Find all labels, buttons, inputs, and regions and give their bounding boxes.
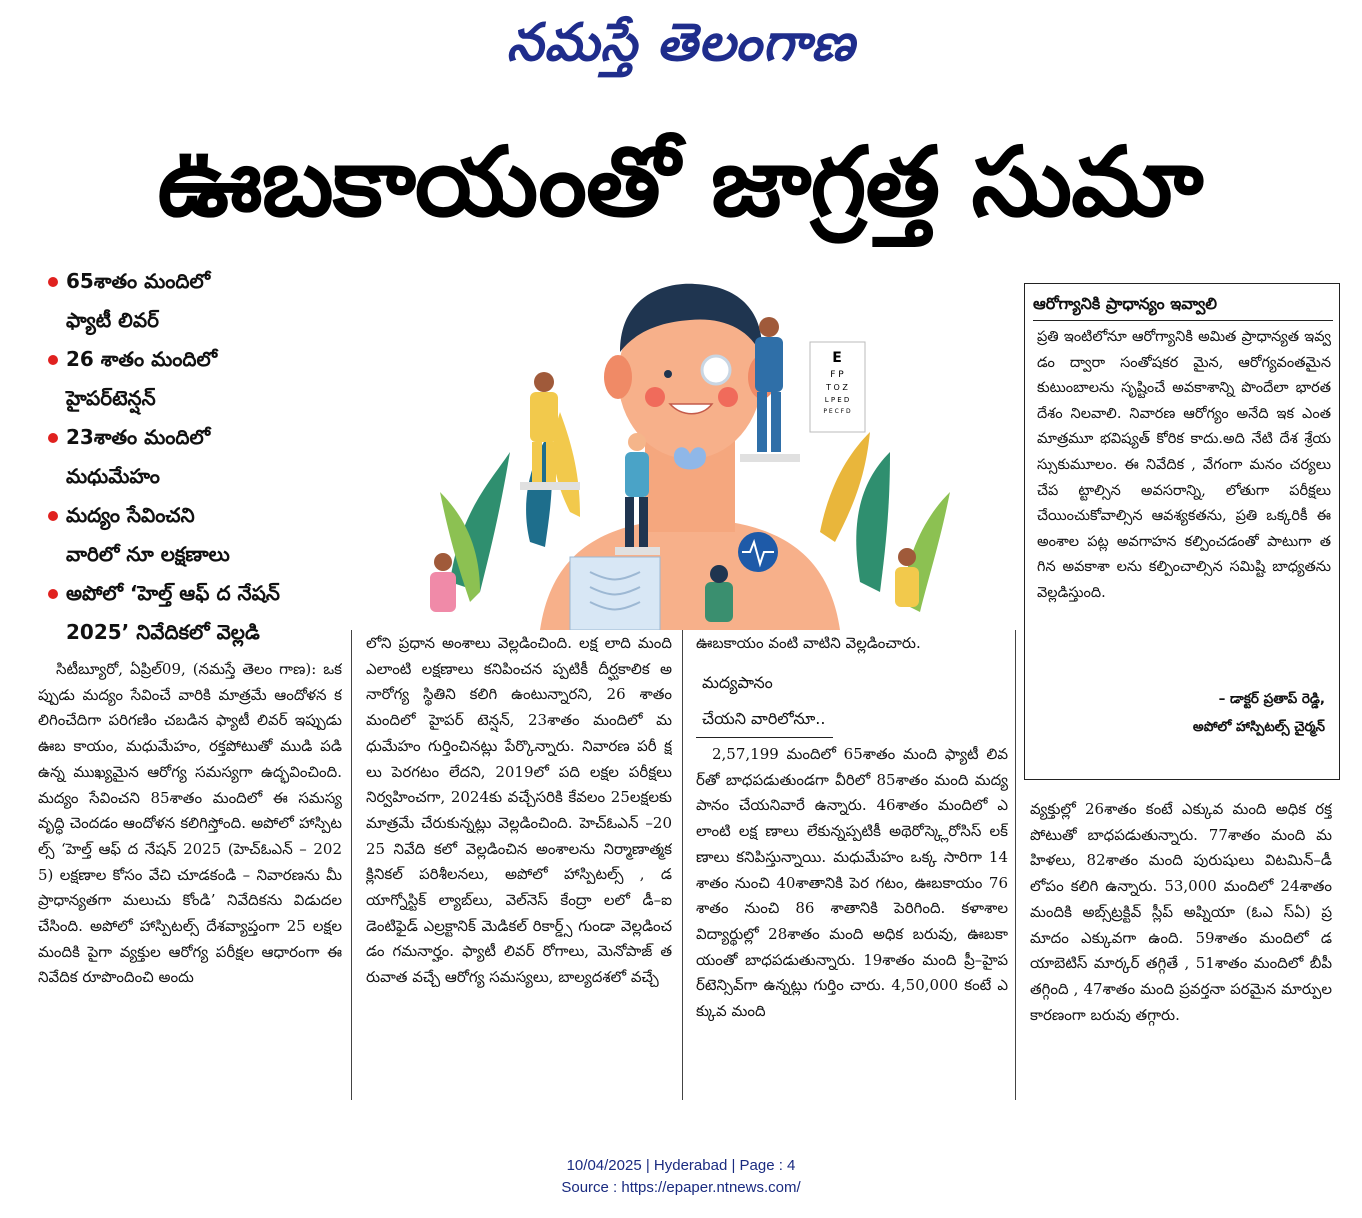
column-3-body: 2,57,199 మందిలో 65శాతం మంది ఫ్యాటీ లివర్‌తో బాధపడుతుండగా వీరిలో 85శాతం మంది మద్యపానం చేయనివారే ఉన్నారు. 46శాతం మందిలో ఎలాంటి లక్ష ణాలు లేకున్నప్పటికీ అథెరోస్క్లెరోసిస్‌ లక్ ణాలు కనిపిస్తున్నాయి. మధుమేహం ఒక్క సారిగా 14శాతం నుంచి 40శాతానికి పెర గటం, ఊబకాయం 76శాతం నుంచి 86 శాతానికి పెరిగింది. కళాశాల విద్యార్థుల్లో 28శాతం మంది అధిక బరువు, ఊబకా యంతో బాధపడుతున్నారు. 19శాతం మంది ప్రీ–హైపర్‌టెన్సివ్‌గా ఉన్నట్లు గుర్తిం చారు. 4,50,000 కంటే ఎక్కువ మంది [696, 745, 1008, 1021]
quote-box-body: ప్రతి ఇంటిలోనూ ఆరోగ్యానికి అమిత ప్రాధాన్యత ఇవ్వడం ద్వారా సంతోషకర మైన, ఆరోగ్యవంతమైన కుటుంబాలను సృష్టించే అవకాశాన్ని పొందేలా భారత దేశం నిలవాలి. నివారణ ఆరోగ్యం అనేది ఇక ఎంతమాత్రమూ భవిష్యత్‌ కోరిక కాదు.అది నేటి దేశ శ్రేయస్సుకుమూలం. ఈ నివేదిక , వేగంగా మనం చర్యలు చేప ట్టాల్సిన అవసరాన్ని, లోతుగా పరీక్షలు చేయించుకోవాల్సిన ఆవశ్యకతను, ప్రతి ఒక్కరికీ ఈ అంశాల పట్ల అవగాహన కల్పించడంతో పాటుగా తగిన అవకాశా లను కల్పించాల్సిన సమిష్టి బాధ్యతను వెల్లడిస్తుంది. [1037, 329, 1331, 601]
page-footer [0, 1155, 1362, 1199]
article-column-4: వ్యక్తుల్లో 26శాతం కంటే ఎక్కువ మంది అధిక రక్తపోటుతో బాధపడుతున్నారు. 77శాతం మంది మహిళలు, 82శాతం మంది పురుషులు విటమిన్‌–డీ లోపం కలిగి ఉన్నారు. 53,000 మందిలో 24శాతం మందికి అబ్స్‌ట్రక్టివ్‌ స్లీప్‌ అప్నియా (ఓఎ స్‌ఏ) ప్రమాదం ఎక్కువగా ఉంది. 59శాతం మందిలో డయాబెటిస్‌ మార్కర్‌ తగ్గితే , 51శాతం మందిలో బీపీ తగ్గింది , 47శాతం మంది ప్రవర్తనా పరమైన మార్పుల కారణంగా బరువు తగ్గారు. [1030, 800, 1332, 1024]
subhead-line-2: చేయని వారిలోనూ.. [696, 701, 833, 738]
eye-chart-row: E [832, 350, 842, 366]
footer-date-line: 10/04/2025 | Hyderabad | Page : 4 [566, 1157, 796, 1174]
health-checkup-illustration-icon [420, 282, 960, 630]
highlight-line: 23శాతం మందిలో [48, 418, 358, 457]
quote-box-title: ఆరోగ్యానికి ప్రాధాన్యం ఇవ్వాలి [1033, 292, 1333, 321]
quote-box [1024, 283, 1340, 780]
highlight-line: హైపర్‌టెన్షన్ [66, 386, 156, 410]
highlight-item [48, 262, 358, 340]
eye-chart-row: P E C F D [823, 408, 851, 415]
quote-signature-name: – డాక్టర్‌ ప్రతాప్‌ రెడ్డి, [1218, 691, 1325, 707]
headline: ఊబకాయంతో జాగ్రత్త సుమా [157, 126, 1203, 238]
highlight-line: ఫ్యాటీ లివర్ [66, 308, 159, 332]
eye-chart-row: L P E D [824, 396, 850, 404]
masthead-logo: నమస్తే తెలంగాణ [506, 13, 856, 73]
highlight-line: 2025’ నివేదికలో వెల్లడి [66, 620, 260, 644]
column-3-intro: ఊబకాయం వంటి వాటిని వెల్లడించారు. [696, 634, 921, 652]
highlights-list [48, 262, 358, 652]
column-divider [682, 630, 683, 1100]
column-divider [351, 630, 352, 1100]
eye-chart-row: T O Z [826, 383, 848, 392]
article-column-1: సిటీబ్యూరో, ఏప్రిల్‌09, (నమస్తే తెలం గాణ): ఒకప్పుడు మద్యం సేవించే వారికి మాత్రమే ఆందోళన కలిగించేదిగా పరిగణిం చబడిన ఫ్యాటీ లివర్‌ ఇప్పుడు ఊబ కాయం, మధుమేహం, రక్తపోటుతో ముడి పడి ఉన్న ముఖ్యమైన ఆరోగ్య సమస్యగా ఉద్భవించింది. మద్యం సేవించని 85శాతం మందిలో ఈ సమస్య వృద్ధి చెందడం ఆందోళన కలిగిస్తోంది. అపోలో హాస్పిటల్స్‌ ‘హెల్త్‌ ఆఫ్‌ ద నేషన్‌ 2025 (హెచ్‌ఓఎన్‌ – 2025) లక్షణాల కోసం వేచి చూడకండి – నివారణను మీ ప్రాధాన్యతగా మలుచు కోండి’ నివేదికను విడుదల చేసింది. అపోలో హాస్పిటల్స్‌ దేశవ్యాప్తంగా 25 లక్షల మందికి పైగా వ్యక్తుల ఆరోగ్య పరీక్షల ఆధారంగా ఈ నివేదిక రూపొందించి అందు [38, 660, 342, 987]
subhead-line-1: మద్యపానం [702, 673, 773, 692]
highlight-line: మద్యం సేవించని [48, 496, 358, 535]
footer-source-line: Source : https://epaper.ntnews.com/ [561, 1179, 801, 1196]
highlight-item [48, 496, 358, 574]
article-column-2: లోని ప్రధాన అంశాలు వెల్లడించింది. లక్ష లాది మంది ఎలాంటి లక్షణాలు కనిపించన ప్పటికీ దీర్ఘకాలిక అనారోగ్య స్థితిని కలిగి ఉంటున్నారని, 26 శాతం మందిలో హైపర్‌ టెన్షన్‌, 23శాతం మందిలో మధుమేహం గుర్తించినట్లు పేర్కొన్నారు. నివారణ పరీ క్షలు పెరగటం లేదని, 2019లో పది లక్షల పరీక్షలు నిర్వహించగా, 2024కు వచ్చేసరికి కేవలం 25లక్షలకు మాత్రమే చేరుకున్నట్లు వెల్లడించింది. హెచ్‌ఓఎన్‌ –2025 నివేది కలో వెల్లడించిన అంశాలను నిర్మాణాత్మక క్లినికల్‌ పరిశీలనలు, అపోలో హాస్పిటల్స్‌ , డయాగ్నోస్టిక్‌ ల్యాబ్‌లు, వెల్‌నెస్‌ కేంద్రా లలో డీ–ఐడెంటిఫైడ్‌ ఎల్రక్టానిక్‌ మెడికల్‌ రికార్డ్స్‌ గుండా వెల్లడించడం గమనార్హం. ఫ్యాటీ లివర్‌ రోగాలు, మెనోపాజ్‌ తరువాత వచ్చే ఆరోగ్య సమస్యలు, బాల్యదశలో వచ్చే [366, 634, 672, 987]
highlight-item [48, 340, 358, 418]
highlight-item [48, 574, 358, 652]
column-divider [1015, 630, 1016, 1100]
highlight-line: వారిలో నూ లక్షణాలు [66, 542, 230, 566]
quote-signature-title: అపోలో హాస్పిటల్స్‌ చైర్మన్‌ [1192, 719, 1325, 735]
highlight-line: 65శాతం మందిలో [48, 262, 358, 301]
highlight-item [48, 418, 358, 496]
eye-chart-row: F P [830, 370, 844, 380]
article-column-3 [696, 631, 1008, 1099]
highlight-line: మధుమేహం [66, 464, 160, 488]
highlight-line: 26 శాతం మందిలో [48, 340, 358, 379]
highlight-line: అపోలో ‘హెల్త్‌ ఆఫ్‌ ద నేషన్‌ [48, 574, 358, 613]
